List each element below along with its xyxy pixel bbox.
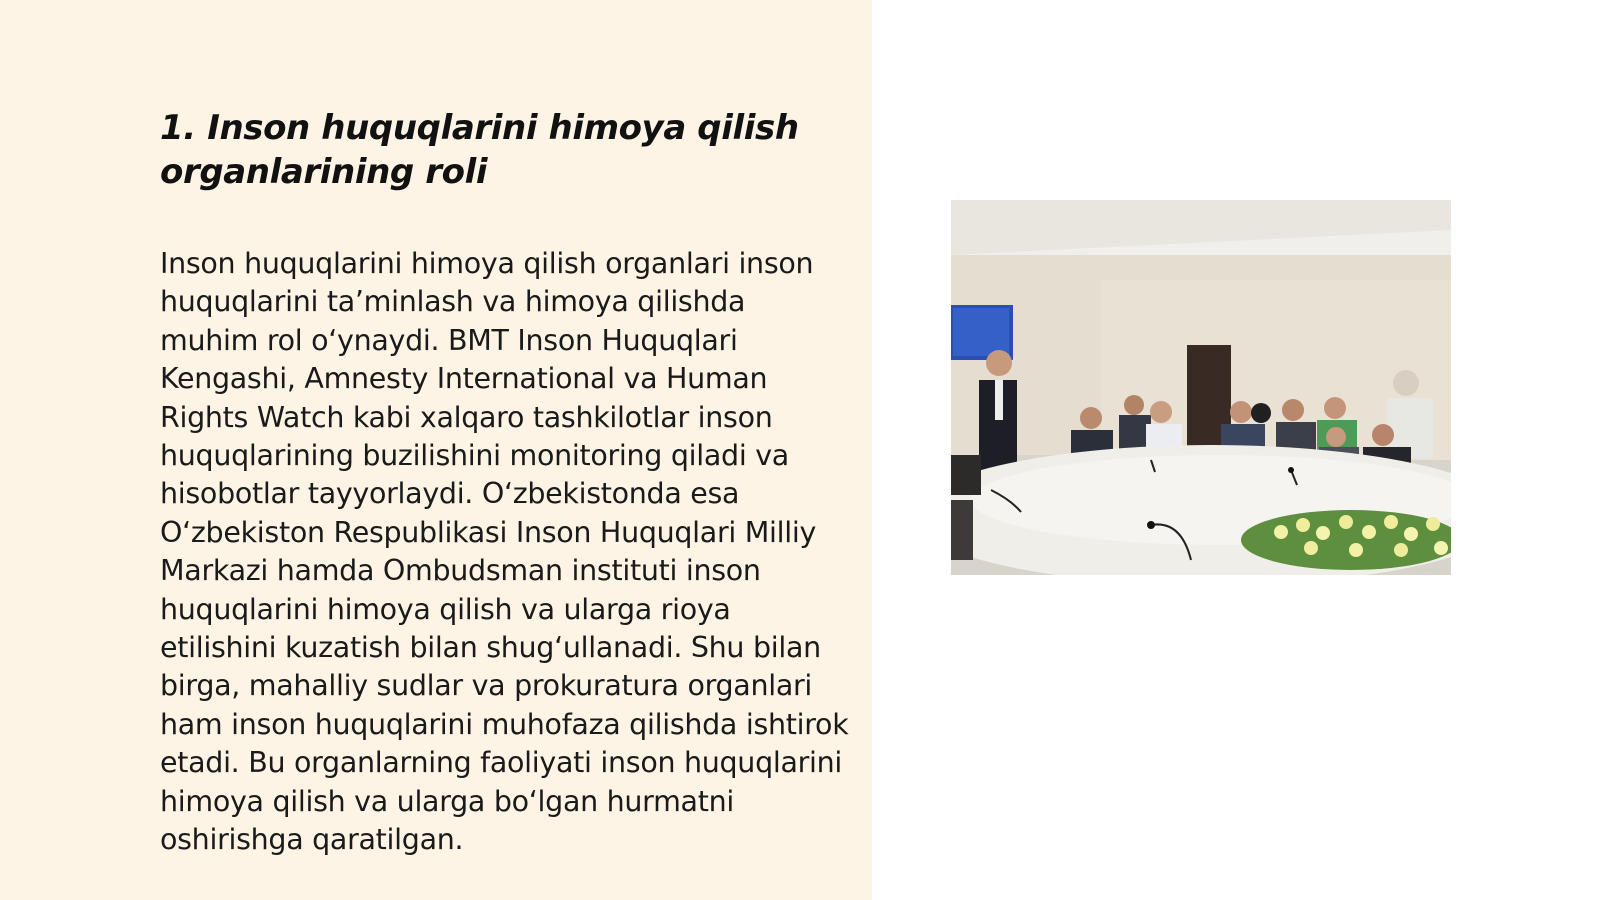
meeting-photo bbox=[951, 200, 1451, 575]
slide-heading: 1. Inson huquqlarini himoya qilish organlarining roli bbox=[160, 108, 799, 192]
slide-body-text: Inson huquqlarini himoya qilish organlari inson huquqlarini ta’minlash va himoya qilishda muhim rol o‘ynaydi. BMT Inson Huquqlari Kengashi, Amnesty International va Human Rights Watch kabi xalqaro tashkilotlar inson huquqlarining buzilishini monitoring qiladi va hisobotlar tayyorlaydi. O‘zbekistonda esa O‘zbekiston Respublikasi Inson Huquqlari Milliy Markazi hamda Ombudsman instituti inson huquqlarini himoya qilish va ularga rioya etilishini kuzatish bilan shug‘ullanadi. Shu bilan birga, mahalliy sudlar va prokuratura organlari ham inson huquqlarini muhofaza qilishda ishtirok etadi. Bu organlarning faoliyati inson huquqlarini himoya qilish va ularga bo‘lgan hurmatni oshirishga qaratilgan. bbox=[160, 247, 849, 857]
